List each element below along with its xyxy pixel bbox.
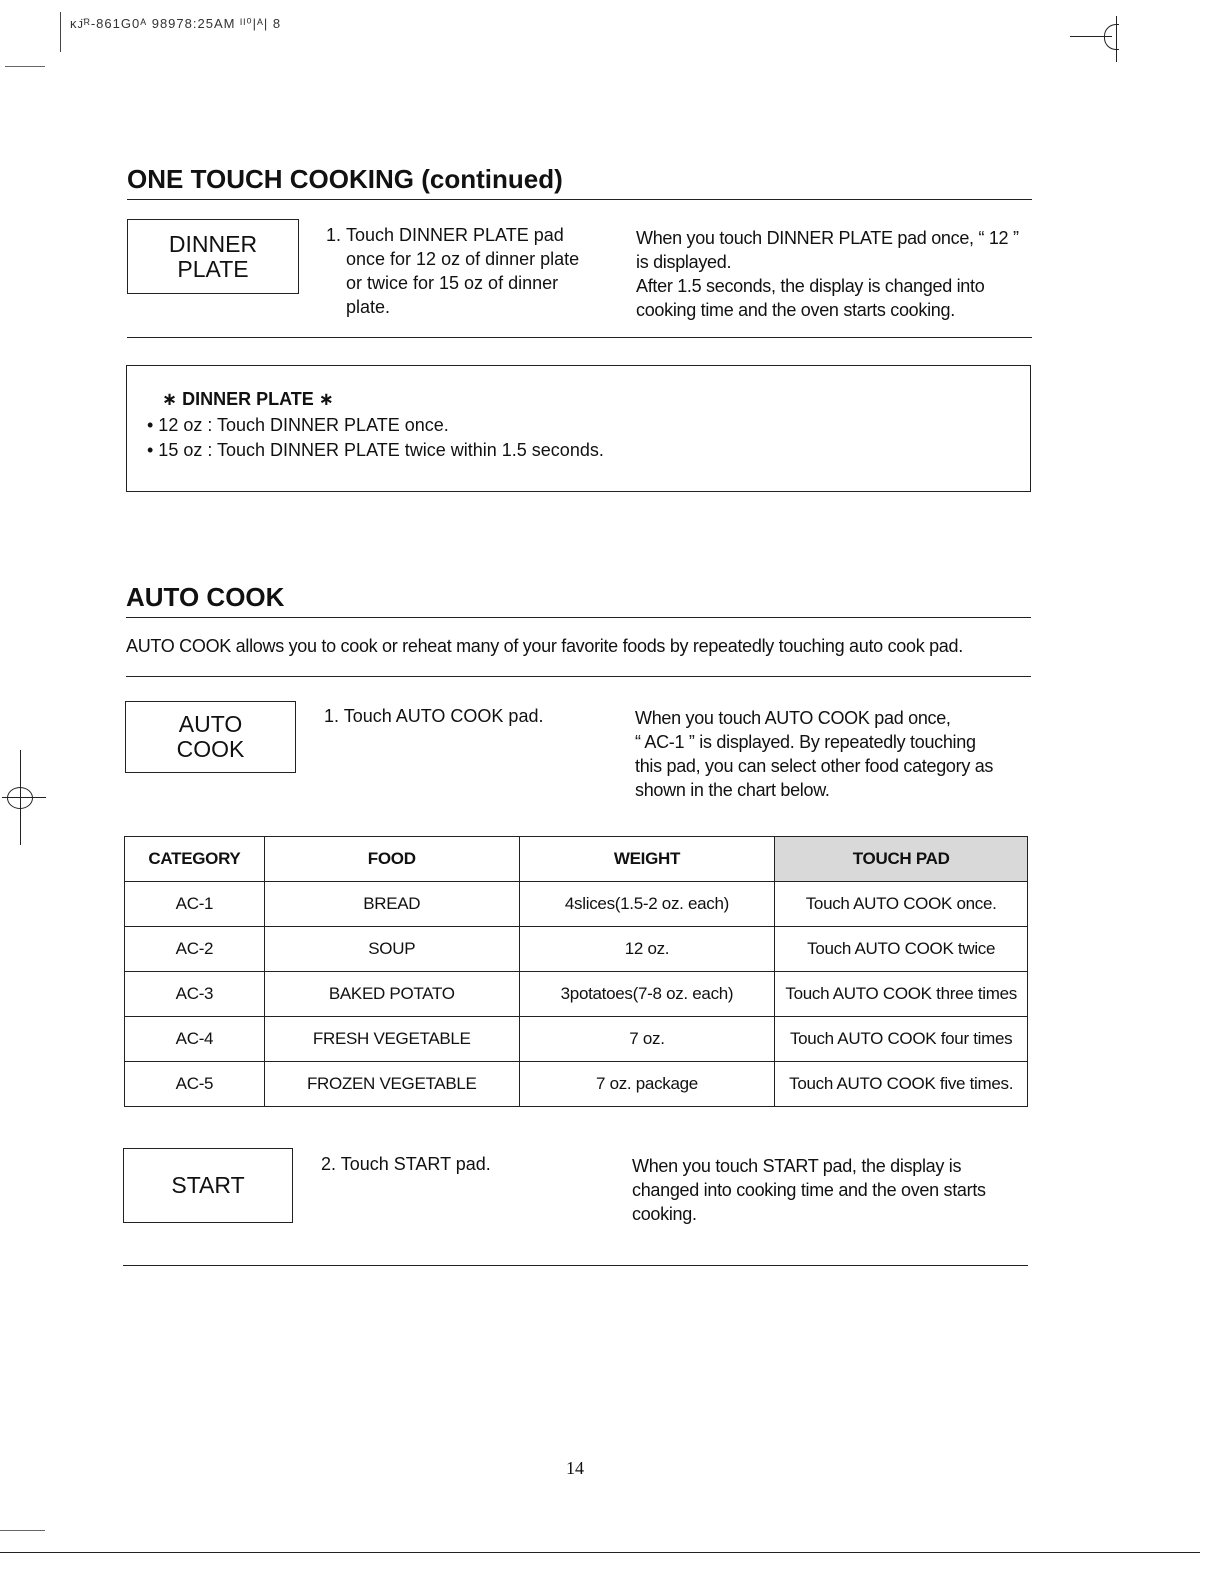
registration-mark: [1116, 16, 1117, 62]
cell-category: AC-3: [125, 972, 265, 1017]
auto-cook-table: [124, 836, 1028, 1107]
cell-weight: 3potatoes(7-8 oz. each): [519, 972, 775, 1017]
desc-line: When you touch DINNER PLATE pad once, “ 12 ”: [636, 228, 1019, 248]
note-line: • 12 oz : Touch DINNER PLATE once.: [147, 415, 449, 435]
table-row: [125, 927, 1028, 972]
table-row: [125, 1062, 1028, 1107]
cell-touch-pad: Touch AUTO COOK twice: [775, 927, 1028, 972]
step-line: or twice for 15 oz of dinner: [346, 273, 559, 293]
crop-mark: [5, 66, 45, 67]
cell-weight: 12 oz.: [519, 927, 775, 972]
table-row: [125, 972, 1028, 1017]
section-divider: [127, 337, 1032, 338]
desc-line: shown in the chart below.: [635, 780, 830, 800]
section-title-auto-cook: AUTO COOK: [126, 582, 285, 612]
note-title: ∗ DINNER PLATE ∗: [162, 389, 334, 409]
dinner-plate-pad: [127, 219, 299, 294]
registration-mark: [7, 787, 33, 809]
registration-mark: [2, 797, 46, 798]
table-header-row: [125, 837, 1028, 882]
step-number: 2.: [321, 1154, 337, 1174]
desc-line: When you touch AUTO COOK pad once,: [635, 708, 951, 728]
dinner-plate-description: [636, 226, 1036, 322]
note-line: • 15 oz : Touch DINNER PLATE twice within 1.5 seconds.: [147, 440, 604, 460]
cell-food: BREAD: [264, 882, 519, 927]
header-category: CATEGORY: [125, 837, 265, 882]
dinner-plate-note-box: [126, 365, 1031, 492]
desc-line: is displayed.: [636, 252, 732, 272]
crop-mark: [0, 1552, 1200, 1553]
cell-category: AC-1: [125, 882, 265, 927]
section-title-one-touch: ONE TOUCH COOKING (continued): [127, 164, 563, 194]
print-header-code: ᴋᴊ̈ᴿ-861G0ᴬ 98978:25AM ᴵᴵ⁰|ᴬ| 8: [70, 16, 282, 31]
start-description: [632, 1154, 1032, 1226]
pad-label-line: DINNER: [168, 230, 258, 257]
header-touch-pad: TOUCH PAD: [775, 837, 1028, 882]
cell-touch-pad: Touch AUTO COOK four times: [775, 1017, 1028, 1062]
step-number: 1.: [326, 225, 342, 245]
step-text: Touch START pad.: [340, 1154, 491, 1174]
step-start: [321, 1152, 611, 1176]
cell-category: AC-2: [125, 927, 265, 972]
table-row: [125, 882, 1028, 927]
section-divider: [126, 617, 1031, 618]
section-divider: [126, 676, 1031, 677]
desc-line: When you touch START pad, the display is: [632, 1156, 962, 1176]
cell-category: AC-5: [125, 1062, 265, 1107]
pad-label-line: AUTO: [178, 711, 243, 737]
pad-label-line: COOK: [176, 736, 245, 762]
step-text: Touch AUTO COOK pad.: [343, 706, 544, 726]
step-line: once for 12 oz of dinner plate: [346, 249, 580, 269]
step-number: 1.: [324, 706, 340, 726]
cell-touch-pad: Touch AUTO COOK five times.: [775, 1062, 1028, 1107]
desc-line: cooking.: [632, 1204, 697, 1224]
cell-food: BAKED POTATO: [264, 972, 519, 1017]
cell-weight: 4slices(1.5-2 oz. each): [519, 882, 775, 927]
step-dinner-plate: [326, 223, 616, 319]
cell-weight: 7 oz. package: [519, 1062, 775, 1107]
desc-line: “ AC-1 ” is displayed. By repeatedly touching: [635, 732, 976, 752]
cell-food: FROZEN VEGETABLE: [264, 1062, 519, 1107]
table-row: [125, 1017, 1028, 1062]
header-food: FOOD: [264, 837, 519, 882]
cell-category: AC-4: [125, 1017, 265, 1062]
start-pad: [123, 1148, 293, 1223]
section-divider: [123, 1265, 1028, 1266]
pad-label-line: PLATE: [177, 255, 249, 282]
auto-cook-description: [635, 706, 1035, 802]
header-weight: WEIGHT: [519, 837, 775, 882]
desc-line: changed into cooking time and the oven starts: [632, 1180, 986, 1200]
page-number: 14: [566, 1458, 584, 1478]
desc-line: After 1.5 seconds, the display is changed into: [636, 276, 985, 296]
section-divider: [127, 199, 1032, 200]
step-auto-cook: [324, 704, 614, 728]
crop-mark: [0, 1530, 45, 1531]
cell-food: FRESH VEGETABLE: [264, 1017, 519, 1062]
pad-label-line: START: [171, 1172, 245, 1198]
desc-line: this pad, you can select other food category as: [635, 756, 994, 776]
crop-mark: [60, 12, 61, 52]
cell-touch-pad: Touch AUTO COOK three times: [775, 972, 1028, 1017]
step-line: plate.: [346, 297, 391, 317]
step-line: Touch DINNER PLATE pad: [346, 225, 564, 245]
desc-line: cooking time and the oven starts cooking.: [636, 300, 955, 320]
cell-weight: 7 oz.: [519, 1017, 775, 1062]
cell-touch-pad: Touch AUTO COOK once.: [775, 882, 1028, 927]
auto-cook-pad: [125, 701, 296, 773]
cell-food: SOUP: [264, 927, 519, 972]
auto-cook-intro: AUTO COOK allows you to cook or reheat many of your favorite foods by repeatedly touching auto cook pad.: [126, 636, 963, 656]
